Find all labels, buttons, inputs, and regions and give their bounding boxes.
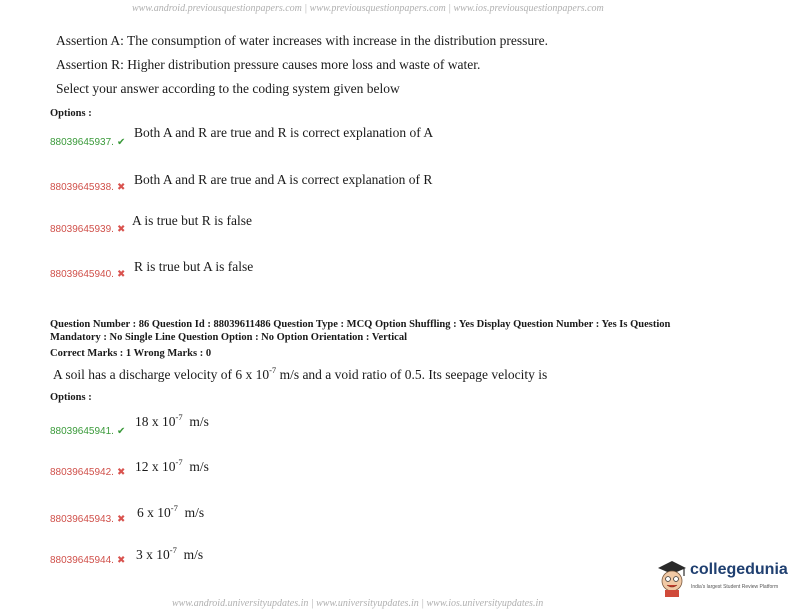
- option-id: 88039645942. ✖: [50, 467, 126, 478]
- options-label-q86: Options :: [50, 392, 92, 403]
- watermark-top: www.android.previousquestionpapers.com | www.previousquestionpapers.com | www.ios.previousquestionpapers.com: [132, 3, 604, 14]
- option-text: Both A and R are true and R is correct explanation of A: [134, 125, 434, 140]
- cross-icon: ✖: [116, 514, 126, 525]
- option-id: 88039645943. ✖: [50, 514, 126, 525]
- option-id: 88039645937. ✔: [50, 137, 126, 148]
- option-text: 6 x $10^{-7}$ m/s: [137, 503, 205, 520]
- cross-icon: ✖: [116, 555, 126, 566]
- cross-icon: ✖: [116, 269, 126, 280]
- logo-tagline: India's largest Student Review Platform: [691, 584, 779, 590]
- option-id: 88039645944. ✖: [50, 555, 126, 566]
- question-meta-line2: Mandatory : No Single Line Question Option : No Option Orientation : Vertical: [50, 332, 408, 343]
- cross-icon: ✖: [116, 182, 126, 193]
- cross-icon: ✖: [116, 224, 126, 235]
- option-text: R is true but A is false: [134, 259, 254, 274]
- collegedunia-logo: [655, 558, 788, 598]
- question-text: A soil has a discharge velocity of 6 x $10^{-7}$ m/s and a void ratio of 0.5. Its seepage velocity is: [53, 365, 548, 382]
- assertion-a: Assertion A: The consumption of water increases with increase in the distribution pressure.: [56, 33, 549, 48]
- option-text: Both A and R are true and A is correct explanation of R: [134, 172, 433, 187]
- options-label-q85: Options :: [50, 108, 92, 119]
- check-icon: ✔: [116, 426, 126, 437]
- watermark-bottom: www.android.universityupdates.in | www.universityupdates.in | www.ios.universityupdates.in: [172, 598, 544, 609]
- option-text: 18 x $10^{-7}$ m/s: [135, 412, 209, 429]
- check-icon: ✔: [116, 137, 126, 148]
- question-marks: Correct Marks : 1 Wrong Marks : 0: [50, 348, 212, 359]
- option-text: A is true but R is false: [132, 213, 252, 228]
- question-meta-line1: Question Number : 86 Question Id : 88039611486 Question Type : MCQ Option Shuffling : Yes Display Question Number : Yes Is Question: [50, 319, 671, 330]
- assertion-r: Assertion R: Higher distribution pressure causes more loss and waste of water.: [56, 57, 481, 72]
- option-text: 3 x $10^{-7}$ m/s: [136, 545, 204, 562]
- option-id: 88039645939. ✖: [50, 224, 126, 235]
- option-text: 12 x $10^{-7}$ m/s: [135, 457, 209, 474]
- graduate-mascot-icon: [655, 558, 689, 598]
- instruction: Select your answer according to the coding system given below: [56, 81, 400, 96]
- option-id: 88039645940. ✖: [50, 269, 126, 280]
- option-id: 88039645938. ✖: [50, 182, 126, 193]
- option-id: 88039645941. ✔: [50, 426, 126, 437]
- logo-text: collegedunia: [690, 561, 788, 578]
- cross-icon: ✖: [116, 467, 126, 478]
